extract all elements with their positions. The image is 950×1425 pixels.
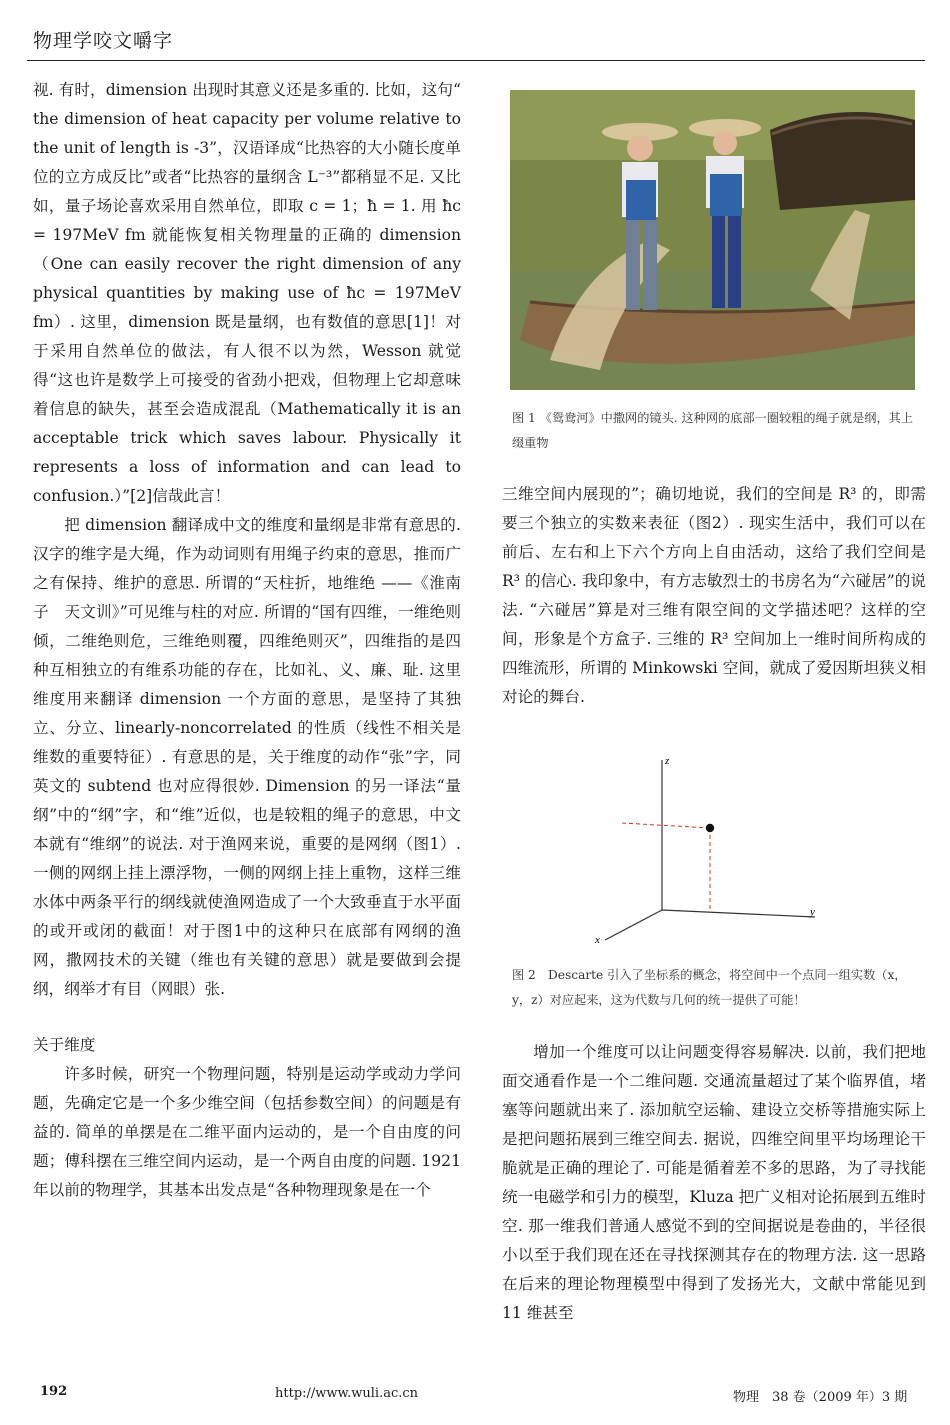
section-heading: 关于维度 [33, 1036, 96, 1054]
left-paragraph-2: 把 dimension 翻译成中文的维度和量纲是非常有意思的. 汉字的维字是大绳，作为动词则有用绳子约束的意思，推而广之有保持、维护的意思. 所谓的“天柱折，地维绝 ——《淮南子 天文训》”可见维与柱的对应. 所谓的“国有四维，一维绝则倾，二维绝则危，三维绝则覆，四维绝则灭”，四维指的是四种互相独立的有维系功能的存在，比如礼、义、廉、耻. 这里维度用来翻译 dimension 一个方面的意思，是坚持了其独立、分立、linearly-noncorrelated 的性质（线性不相关是维数的重要特征）. 有意思的是，关于维度的动作“张”字，同英文的 subtend 也对应得很妙. Dimension 的另一译法“量纲”中的“纲”字，和“维”近似，也是较粗的绳子的意思，中文本就有“维纲”的说法. 对于渔网来说，重要的是网纲（图1）. 一侧的网纲上挂上漂浮物，一侧的网纲上挂上重物，这样三维水体中两条平行的纲线就使渔网造成了一个大致垂直于水平面的或开或闭的截面！对于图1中的这种只在底部有网纲的渔网，撒网技术的关键（维也有关键的意思）就是要做到会提纲，纲举才有目（网眼）张. [33, 516, 461, 998]
z-axis-label: z [665, 755, 670, 767]
left-paragraph-3: 许多时候，研究一个物理问题，特别是运动学或动力学问题，先确定它是一个多少维空间（包括参数空间）的问题是有益的. 简单的单摆是在二维平面内运动的，是一个自由度的问题；傅科摆在三维空间内运动，是一个两自由度的问题. 1921 年以前的物理学，其基本出发点是“各种物理现象是在一个 [33, 1065, 461, 1199]
figure-2-coordinate-system [585, 755, 835, 950]
y-axis-label: y [810, 906, 815, 918]
y-axis [662, 910, 815, 917]
figure-1-photo [510, 90, 915, 390]
left-column [33, 76, 461, 1205]
right-paragraph-1: 三维空间内展现的”；确切地说，我们的空间是 R³ 的，即需要三个独立的实数来表征（图2）. 现实生活中，我们可以在前后、左右和上下六个方向上自由活动，这给了我们空间是 R³ 的信心. 我印象中，有方志敏烈士的书房名为“六碰居”的说法. “六碰居”算是对三维有限空间的文学描述吧？这样的空间，形象是个方盒子. 三维的 R³ 空间加上一维时间所构成的四维流形，所谓的 Minkowski 空间，就成了爱因斯坦狭义相对论的舞台. [502, 485, 926, 706]
right-paragraph-2: 增加一个维度可以让问题变得容易解决. 以前，我们把地面交通看作是一个二维问题. 交通流量超过了某个临界值，堵塞等问题就出来了. 添加航空运输、建设立交桥等措施实际上是把问题拓展到三维空间去. 据说，四维空间里平均场理论干脆就是正确的理论了. 可能是循着差不多的思路，为了寻找能统一电磁学和引力的模型，Kluza 把广义相对论拓展到五维时空. 那一维我们普通人感觉不到的空间据说是卷曲的，半径很小以至于我们现在还在寻找探测其存在的物理方法. 这一思路在后来的理论物理模型中得到了发扬光大，文献中常能见到 11 维甚至 [502, 1043, 926, 1322]
running-header-title: 物理学咬文嚼字 [33, 30, 174, 52]
right-column-bottom [502, 1038, 926, 1328]
x-axis [605, 910, 662, 940]
header-rule [27, 60, 925, 61]
footer-journal-info: 物理 38 卷（2009 年）3 期 [733, 1390, 908, 1405]
projection-line-horizontal [622, 823, 710, 828]
left-paragraph-1: 视. 有时，dimension 出现时其意义还是多重的. 比如，这句“ the dimension of heat capacity per volume relative to the unit of length is -3”，汉语译成“比热容的大小随长度单位的立方成反比”或者“比热容的量纲含 L⁻³”都稍显不足. 又比如，量子场论喜欢采用自然单位，即取 c = 1；ħ = 1. 用 ħc = 197MeV fm 就能恢复相关物理量的正确的 dimension（One can easily recover the right dimension of any physical quantities by making use of ħc = 197MeV fm）. 这里，dimension 既是量纲，也有数值的意思[1]！对于采用自然单位的做法，有人很不以为然，Wesson 就觉得“这也许是数学上可接受的省劲小把戏，但物理上它却意味着信息的缺失，甚至会造成混乱（Mathematically it is an acceptable trick which saves labour. Physically it represents a loss of information and can lead to confusion.）”[2]信哉此言！ [33, 81, 461, 505]
x-axis-label: x [595, 934, 600, 946]
figure-2-caption: 图 2 Descarte 引入了坐标系的概念，将空间中一个点同一组实数（x，y，z）对应起来，这为代数与几何的统一提供了可能！ [512, 968, 907, 1007]
right-column-top [502, 480, 926, 712]
footer-page-number: 192 [40, 1384, 68, 1399]
point-marker [706, 824, 714, 832]
figure-1-caption: 图 1 《鸳鸯河》中撒网的镜头. 这种网的底部一圈较粗的绳子就是纲，其上缀重物 [512, 411, 914, 450]
footer-url[interactable]: http://www.wuli.ac.cn [275, 1386, 419, 1401]
fishing-boat-illustration [510, 90, 915, 390]
